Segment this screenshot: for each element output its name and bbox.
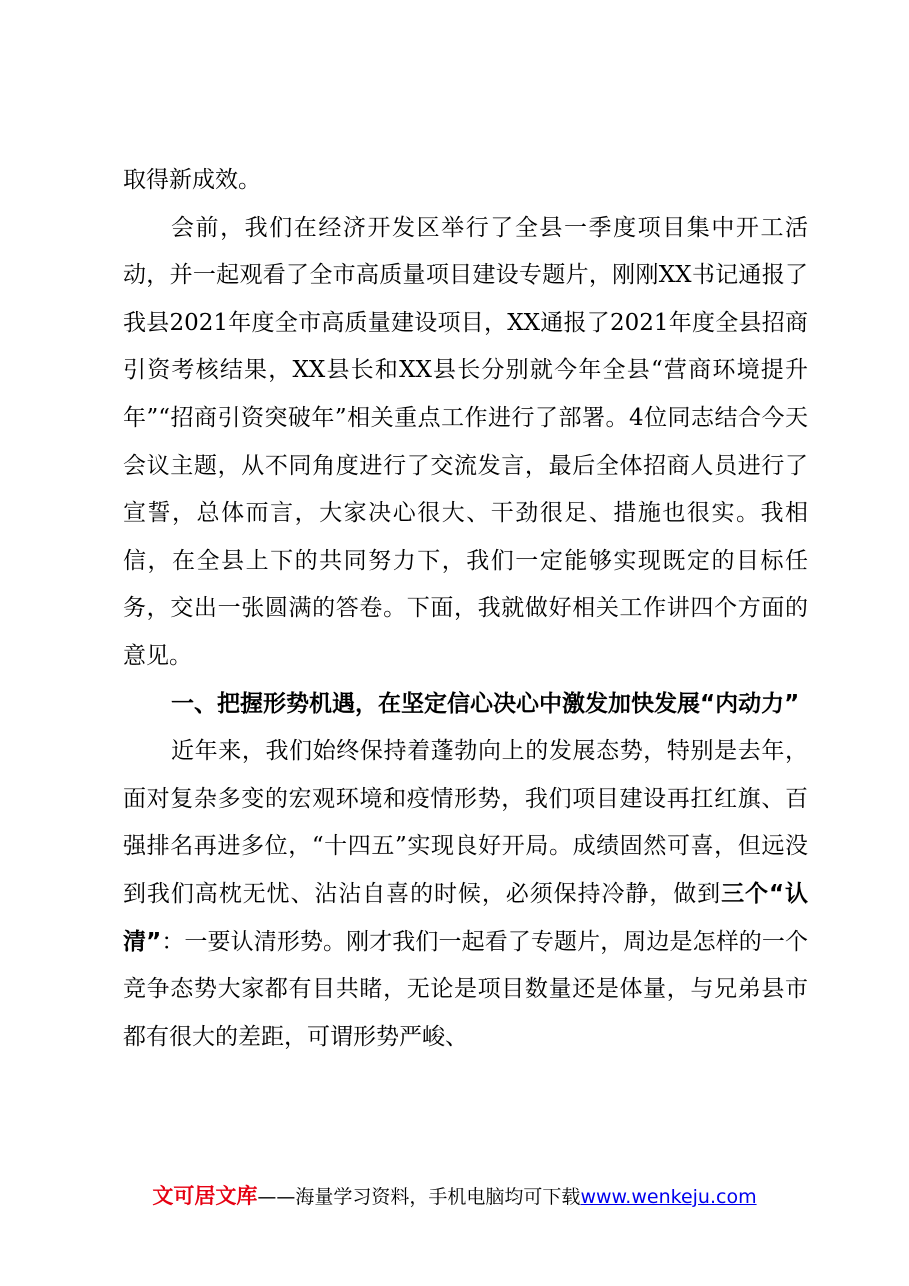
paragraph-meeting-summary: 会前，我们在经济开发区举行了全县一季度项目集中开工活动，并一起观看了全市高质量项目建设专题片，刚刚XX书记通报了我县2021年度全市高质量建设项目，XX通报了2021年度全县招商引资考核结果，XX县长和XX县长分别就今年全县“营商环境提升年”“招商引资突破年”相关重点工作进行了部署。4位同志结合今天会议主题，从不同角度进行了交流发言，最后全体招商人员进行了宣誓，总体而言，大家决心很大、干劲很足、措施也很实。我相信，在全县上下的共同努力下，我们一定能够实现既定的目标任务，交出一张圆满的答卷。下面，我就做好相关工作讲四个方面的意见。 [123, 214, 808, 669]
paragraph-continuation: 取得新成效。 [123, 167, 261, 193]
section-heading-1: 一、把握形势机遇，在坚定信心决心中激发加快发展“内动力” [171, 690, 800, 717]
footer-url-link[interactable]: www.wenkeju.com [580, 1186, 757, 1208]
document-body [123, 157, 808, 1061]
footer-banner [0, 1180, 909, 1210]
paragraph-situation [123, 728, 808, 1061]
footer-brand: 文可居文库 [152, 1184, 258, 1208]
paragraph-situation-text-a: 近年来，我们始终保持着蓬勃向上的发展态势，特别是去年，面对复杂多变的宏观环境和疫情形势，我们项目建设再扛红旗、百强排名再进多位，“十四五”实现良好开局。成绩固然可喜，但远没到我们高枕无忧、沾沾自喜的时候，必须保持冷静，做到 [123, 738, 808, 907]
three-recognitions-phrase: 三个“认清” [123, 880, 808, 955]
footer-tagline: ——海量学习资料，手机电脑均可下载 [257, 1186, 581, 1208]
paragraph-situation-text-b: ：一要认清形势。刚才我们一起看了专题片，周边是怎样的一个竞争态势大家都有目共睹，无论是项目数量还是体量，与兄弟县市都有很大的差距，可谓形势严峻、 [123, 928, 808, 1050]
